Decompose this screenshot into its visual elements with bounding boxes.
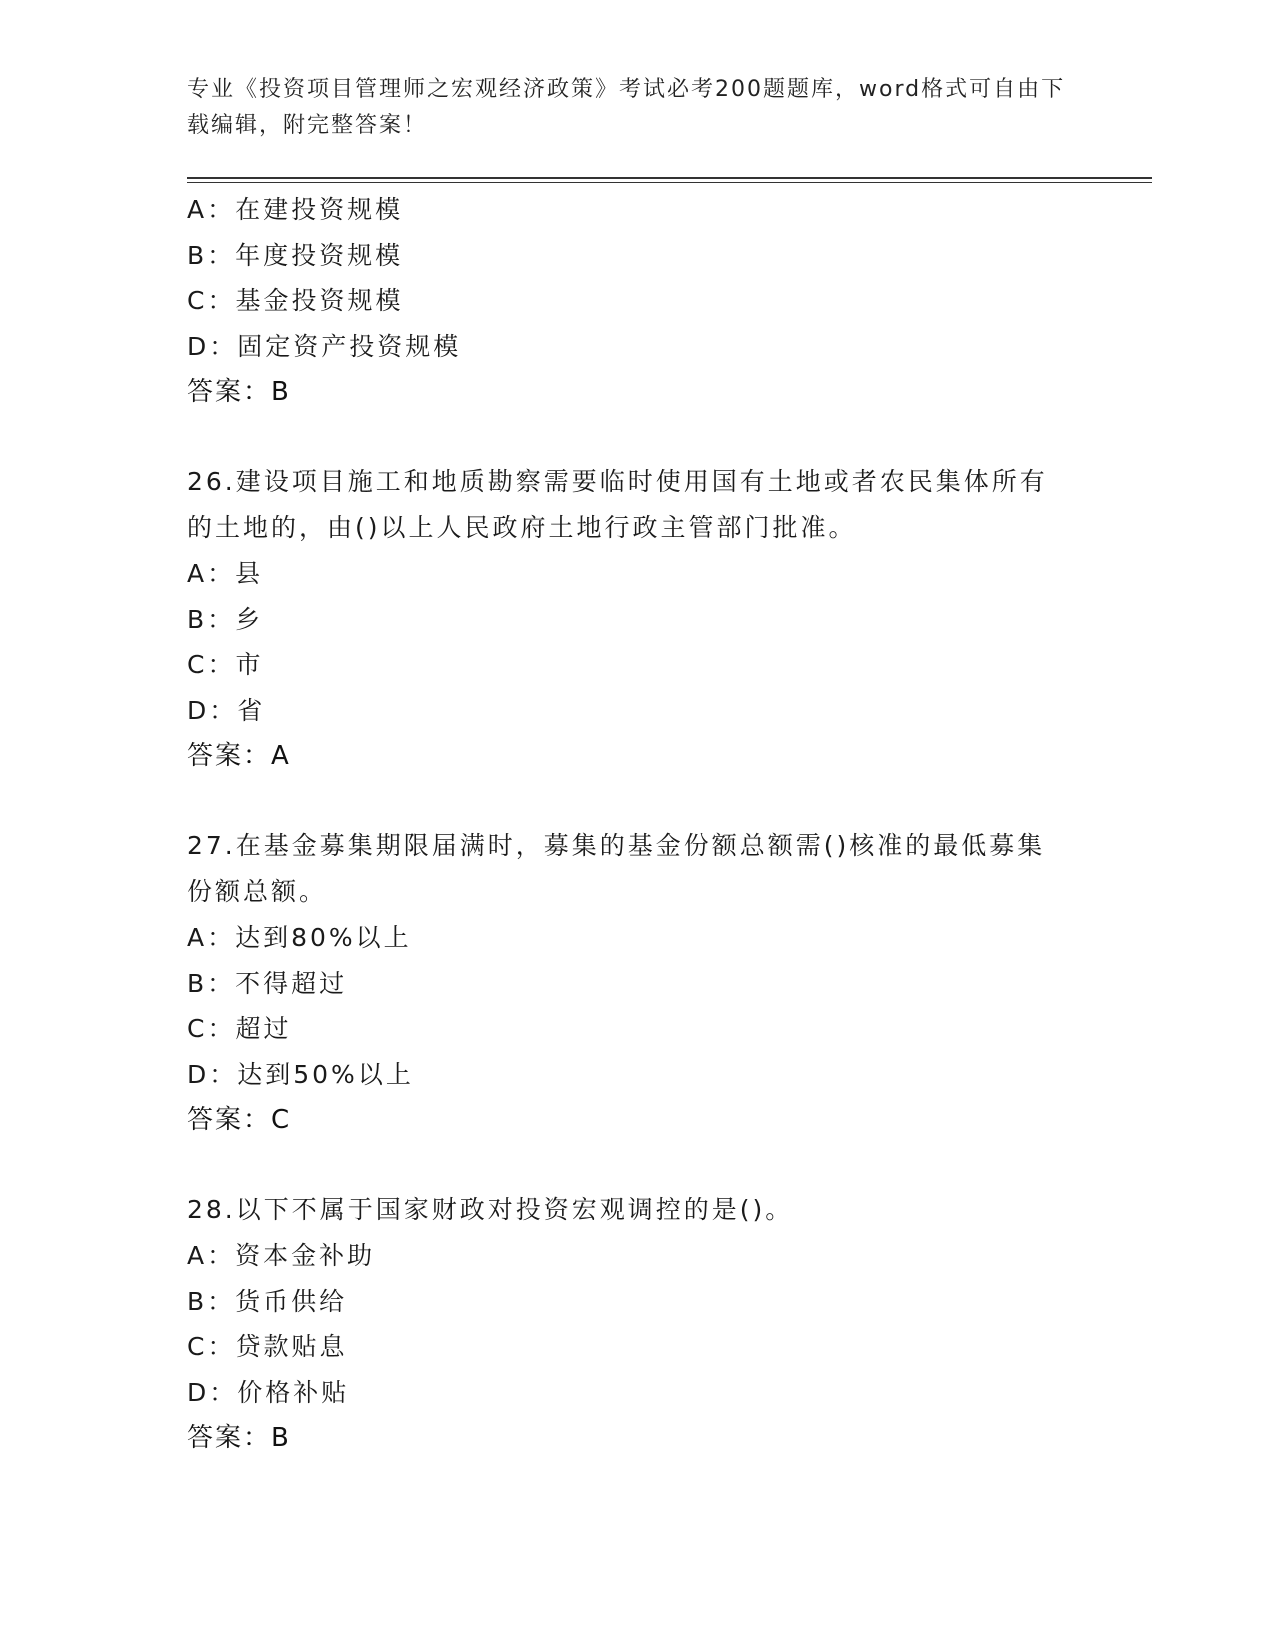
answer-line: 答案：C	[187, 1105, 292, 1135]
option-a: A：资本金补助	[187, 1241, 376, 1270]
question-stem: 26.建设项目施工和地质勘察需要临时使用国有土地或者农民集体所有的土地的，由()以上人民政府土地行政主管部门批准。	[187, 467, 1048, 542]
option-b: B：乡	[187, 604, 264, 634]
option-d: D：固定资产投资规模	[187, 331, 462, 361]
option-c: C：超过	[187, 1014, 292, 1043]
question-block-28	[187, 1187, 1087, 1461]
option-b: B：不得超过	[187, 968, 348, 998]
header-divider-thin	[187, 182, 1152, 183]
question-list	[187, 187, 1087, 1461]
question-block-27	[187, 823, 1087, 1143]
header-divider-thick	[187, 177, 1152, 179]
option-b: B：年度投资规模	[187, 240, 404, 270]
option-d: D：达到50%以上	[187, 1059, 414, 1089]
answer-line: 答案：B	[187, 1423, 291, 1453]
option-d: D：价格补贴	[187, 1377, 350, 1407]
option-c: C：基金投资规模	[187, 286, 404, 315]
answer-line: 答案：A	[187, 741, 291, 771]
option-d: D：省	[187, 695, 266, 725]
question-stem: 27.在基金募集期限届满时，募集的基金份额总额需()核准的最低募集份额总额。	[187, 831, 1046, 906]
option-a: A：县	[187, 559, 264, 588]
answer-line: 答案：B	[187, 377, 291, 407]
option-a: A：在建投资规模	[187, 195, 404, 224]
document-header: 专业《投资项目管理师之宏观经济政策》考试必考200题题库，word格式可自由下载编辑，附完整答案！	[187, 77, 1066, 138]
question-block-25	[187, 187, 1087, 415]
question-stem: 28.以下不属于国家财政对投资宏观调控的是()。	[187, 1195, 794, 1224]
option-a: A：达到80%以上	[187, 923, 412, 952]
option-c: C：市	[187, 650, 264, 679]
option-b: B：货币供给	[187, 1286, 348, 1316]
question-block-26	[187, 459, 1087, 779]
option-c: C：贷款贴息	[187, 1332, 348, 1361]
